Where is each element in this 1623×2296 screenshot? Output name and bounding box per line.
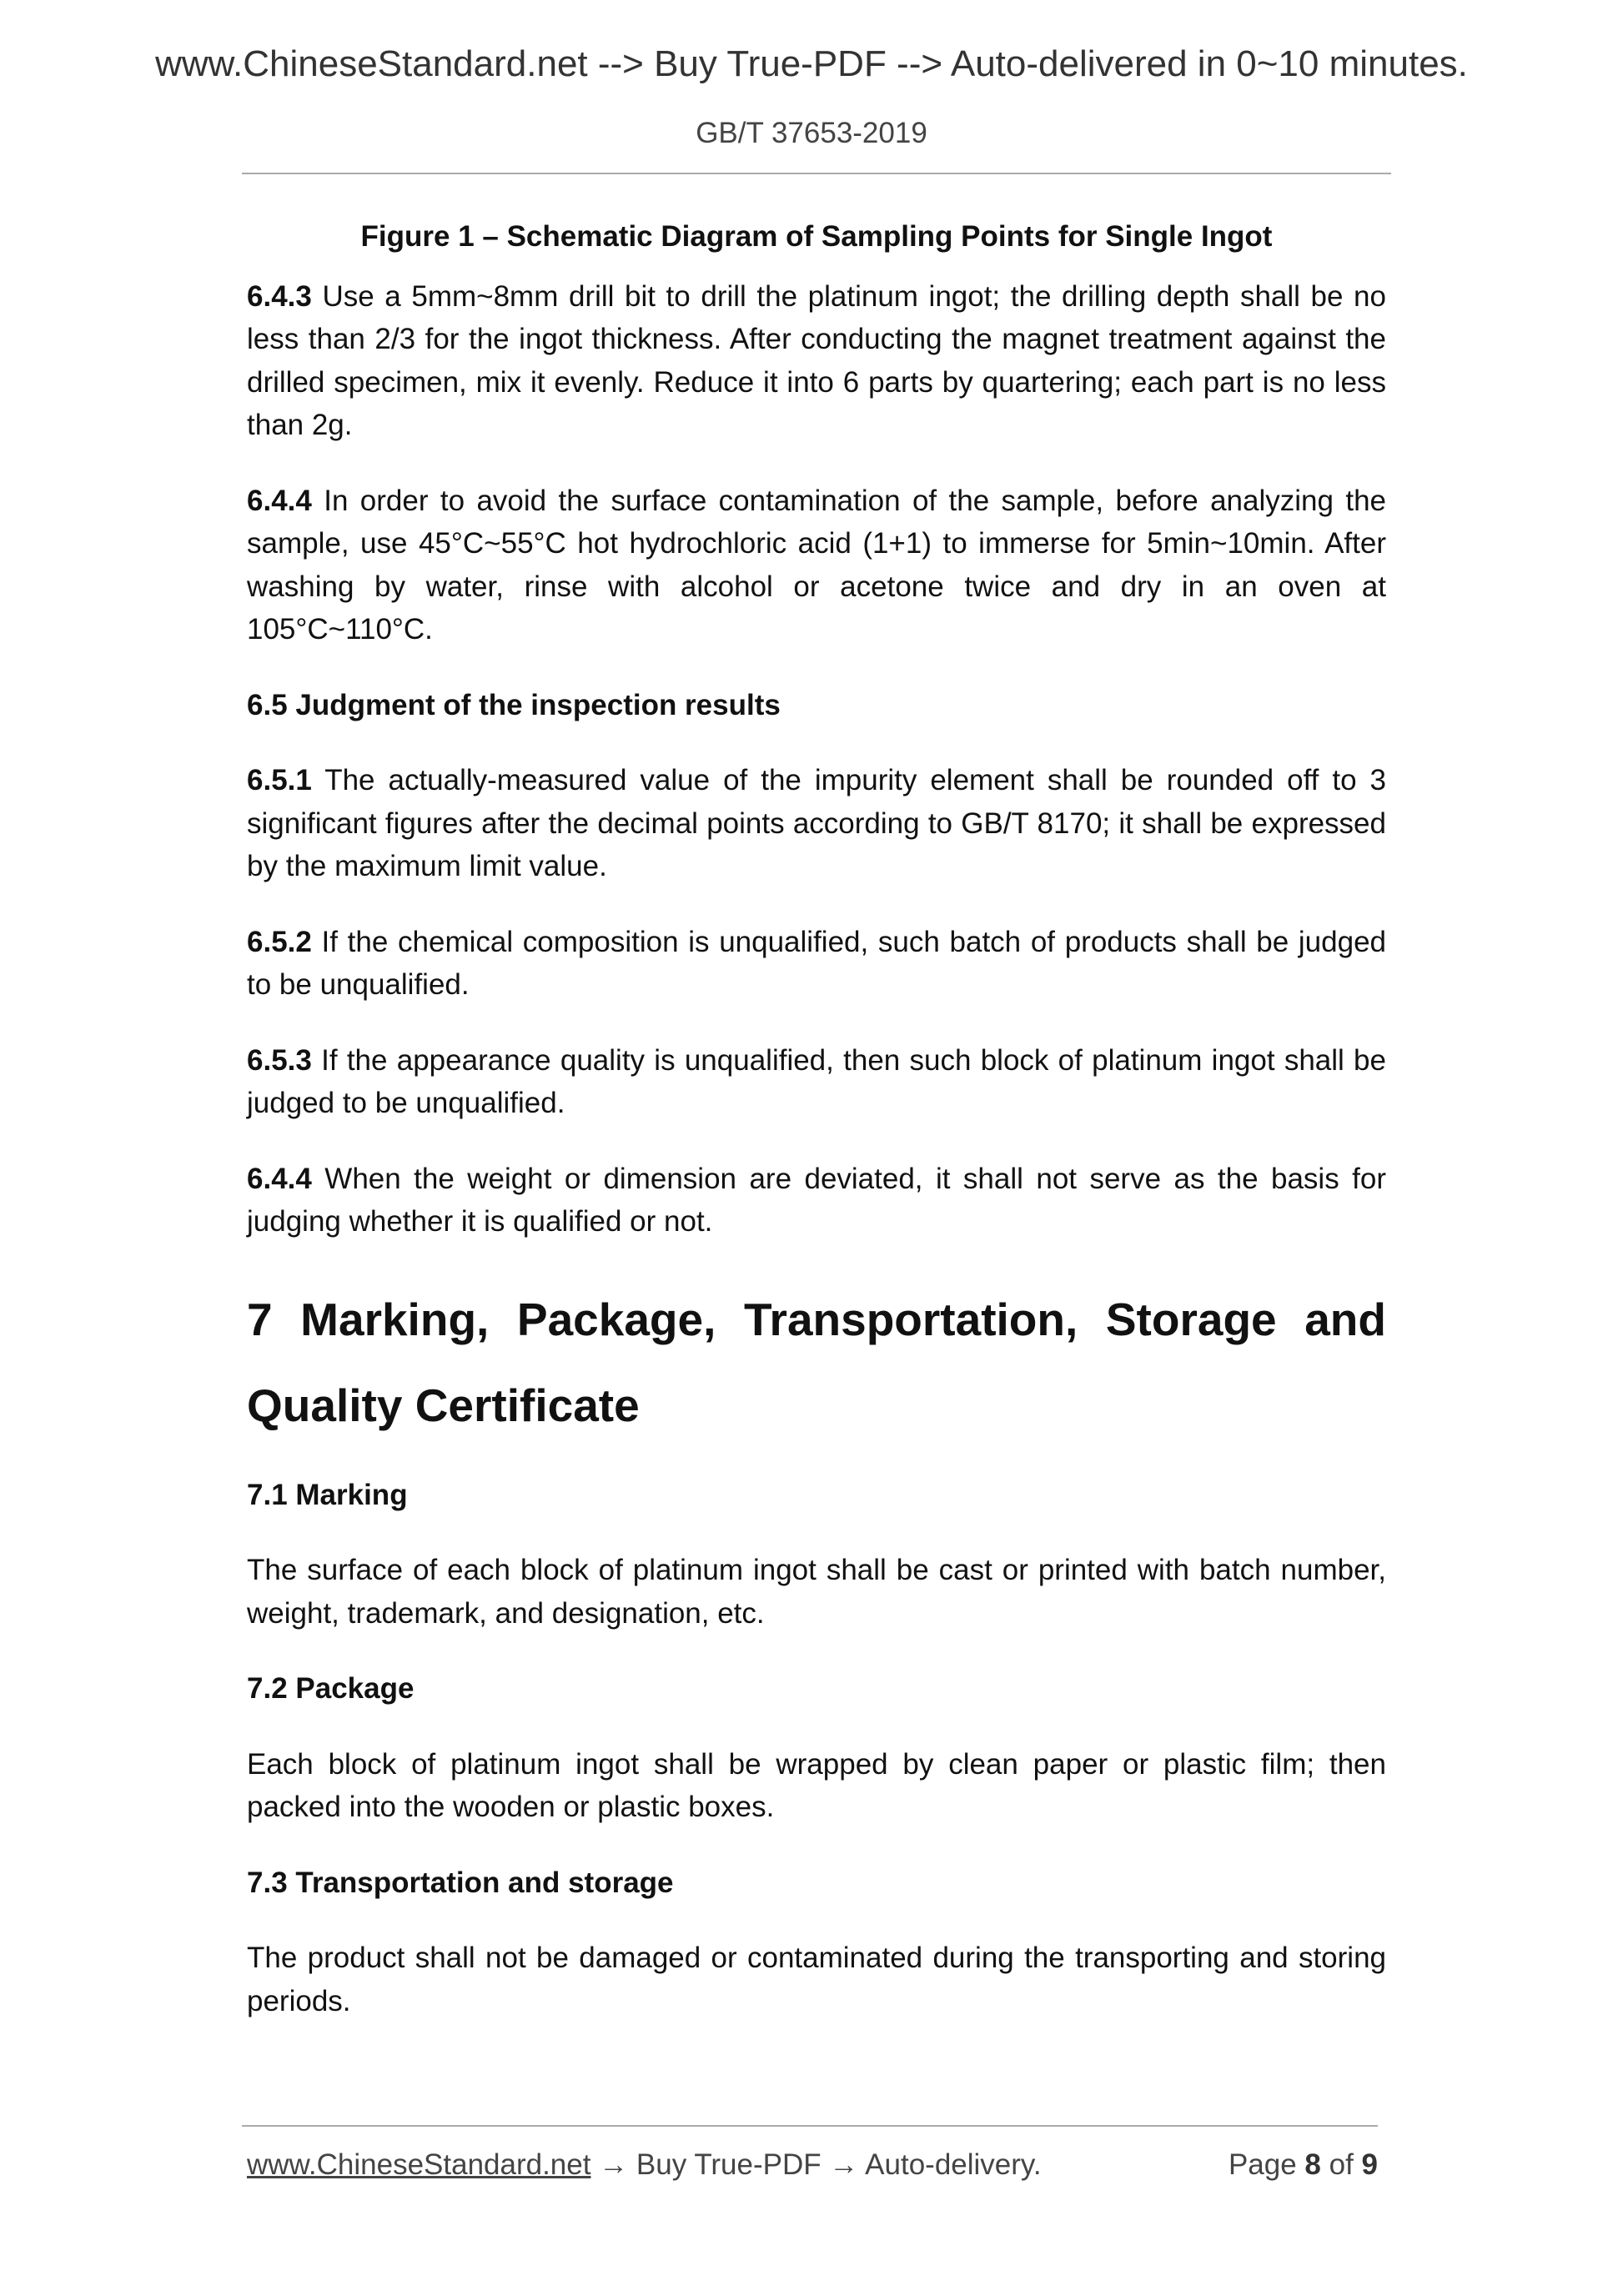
- paragraph-6-5-3: [247, 1039, 1386, 1125]
- footer-divider: [242, 2125, 1378, 2127]
- clause-text: In order to avoid the surface contamination of the sample, before analyzing the sample, use 45°C~55°C hot hydrochloric acid (1+1) to immerse for 5min~10min. After washing by water, rinse with alcohol or acetone twice and dry in an oven at 105°C~110°C.: [247, 484, 1386, 646]
- clause-text: When the weight or dimension are deviated, it shall not serve as the basis for judging whether it is qualified or not.: [247, 1162, 1386, 1238]
- clause-text: If the appearance quality is unqualified, then such block of platinum ingot shall be judged to be unqualified.: [247, 1043, 1386, 1119]
- total-pages: 9: [1361, 2148, 1378, 2181]
- heading-7-3: 7.3 Transportation and storage: [247, 1866, 674, 1899]
- paragraph-6-4-4-deviation: [247, 1158, 1386, 1243]
- clause-number: 6.4.4: [247, 1162, 312, 1195]
- paragraph-6-4-3: [247, 275, 1386, 447]
- clause-text: The actually-measured value of the impurity element shall be rounded off to 3 significant figures after the decimal points according to GB/T 8170; it shall be expressed by the maximum limit value.: [247, 764, 1386, 882]
- clause-text: Use a 5mm~8mm drill bit to drill the platinum ingot; the drilling depth shall be no less than 2/3 for the ingot thickness. After conducting the magnet treatment against the drilled specimen, mix it evenly. Reduce it into 6 parts by quartering; each part is no less than 2g.: [247, 279, 1386, 441]
- clause-number: 6.5.1: [247, 764, 312, 796]
- footer-left: [247, 2148, 1042, 2182]
- top-banner: www.ChineseStandard.net --> Buy True-PDF --> Auto-delivered in 0~10 minutes.: [155, 43, 1468, 84]
- figure-caption: Figure 1 – Schematic Diagram of Sampling Points for Single Ingot: [360, 220, 1273, 253]
- header-divider: [242, 173, 1391, 174]
- page-number: [1229, 2148, 1378, 2182]
- chapter-7-heading: 7 Marking, Package, Transportation, Storage and Quality Certificate: [247, 1293, 1386, 1431]
- paragraph-7-2: Each block of platinum ingot shall be wrapped by clean paper or plastic film; then packed into the wooden or plastic boxes.: [247, 1747, 1386, 1823]
- clause-text: If the chemical composition is unqualified, such batch of products shall be judged to be unqualified.: [247, 925, 1386, 1001]
- paragraph-7-3: The product shall not be damaged or contaminated during the transporting and storing periods.: [247, 1942, 1386, 2017]
- of-word: of: [1320, 2148, 1362, 2181]
- current-page: 8: [1304, 2148, 1321, 2181]
- paragraph-7-1: The surface of each block of platinum ingot shall be cast or printed with batch number, weight, trademark, and designation, etc.: [247, 1554, 1386, 1630]
- page-word: Page: [1228, 2148, 1305, 2181]
- paragraph-6-4-4: [247, 480, 1386, 651]
- footer-tagline: → Buy True-PDF → Auto-delivery.: [590, 2148, 1042, 2181]
- heading-7-2: 7.2 Package: [247, 1672, 415, 1705]
- document-code: GB/T 37653-2019: [696, 117, 927, 149]
- paragraph-6-5-1: [247, 759, 1386, 888]
- page-content: [247, 215, 1386, 2055]
- paragraph-6-5-2: [247, 921, 1386, 1007]
- clause-number: 6.5.2: [247, 925, 312, 958]
- heading-7-1: 7.1 Marking: [247, 1478, 408, 1511]
- clause-number: 6.4.3: [247, 279, 312, 313]
- clause-number: 6.4.4: [247, 484, 312, 517]
- heading-6-5: 6.5 Judgment of the inspection results: [247, 688, 781, 721]
- footer-site-link[interactable]: www.ChineseStandard.net: [247, 2148, 591, 2181]
- clause-number: 6.5.3: [247, 1043, 312, 1077]
